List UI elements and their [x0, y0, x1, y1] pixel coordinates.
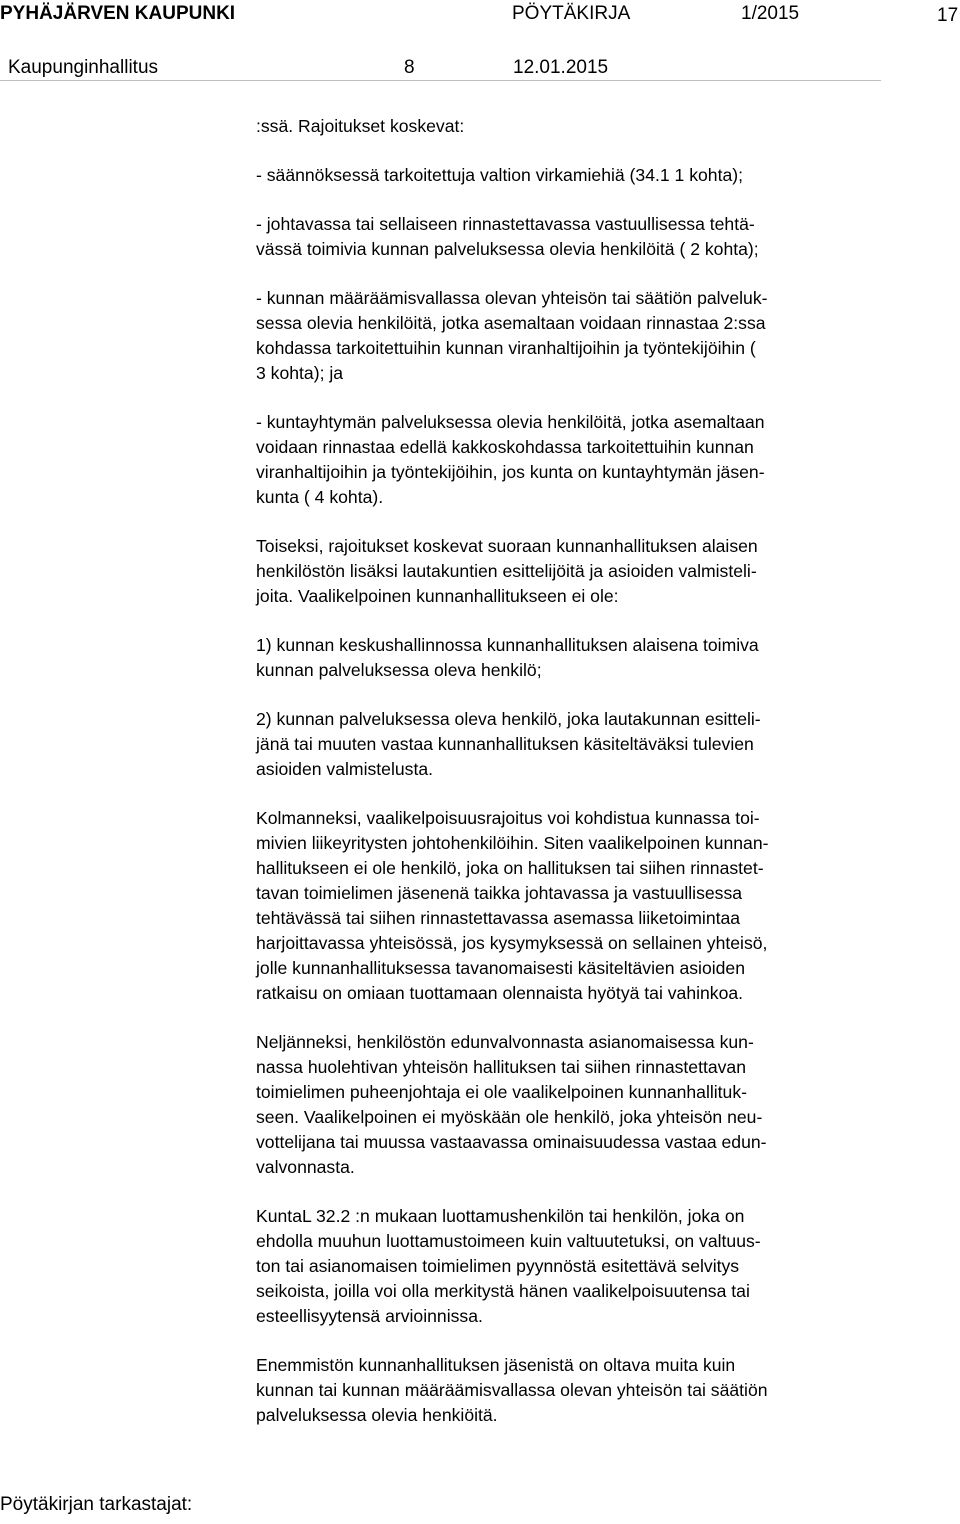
- text-line: vottelijana tai muussa vastaavassa ominaisuudessa vastaa edun-: [256, 1132, 767, 1152]
- text-line: 2) kunnan palveluksessa oleva henkilö, joka lautakunnan esitteli-: [256, 709, 761, 729]
- text-line: jänä tai muuten vastaa kunnanhallituksen käsiteltäväksi tulevien: [256, 734, 754, 754]
- text-line: palveluksessa olevia henkiöitä.: [256, 1405, 498, 1425]
- text-line: harjoittavassa yhteisössä, jos kysymyksessä on sellainen yhteisö,: [256, 933, 768, 953]
- text-line: mivien liikeyritysten johtohenkilöihin. Siten vaalikelpoinen kunnan-: [256, 833, 769, 853]
- document-type: PÖYTÄKIRJA: [512, 3, 631, 24]
- text-line: Neljänneksi, henkilöstön edunvalvonnasta asianomaisessa kun-: [256, 1032, 754, 1052]
- body-paragraph: [256, 806, 886, 1006]
- body-paragraph: [256, 534, 886, 609]
- body-paragraph: [256, 1030, 886, 1180]
- body-paragraph: [256, 212, 886, 262]
- text-line: Toiseksi, rajoitukset koskevat suoraan kunnanhallituksen alaisen: [256, 536, 758, 556]
- body-paragraph: [256, 1204, 886, 1329]
- text-line: Enemmistön kunnanhallituksen jäsenistä on oltava muita kuin: [256, 1355, 736, 1375]
- text-line: nassa huolehtivan yhteisön hallituksen tai siihen rinnastettavan: [256, 1057, 747, 1077]
- text-line: valvonnasta.: [256, 1157, 355, 1177]
- body-paragraph: [256, 410, 886, 510]
- text-line: seikoista, joilla voi olla merkitystä hänen vaalikelpoisuutensa tai: [256, 1281, 750, 1301]
- document-number: 1/2015: [741, 3, 800, 24]
- text-line: ehdolla muuhun luottamustoimeen kuin valtuutetuksi, on valtuus-: [256, 1231, 761, 1251]
- text-line: kunnan tai kunnan määräämisvallassa olevan yhteisön tai säätiön: [256, 1380, 768, 1400]
- text-line: kunta ( 4 kohta).: [256, 487, 384, 507]
- text-line: kohdassa tarkoitettuihin kunnan viranhaltijoihin ja työntekijöihin (: [256, 338, 756, 358]
- page-number: 17: [937, 5, 959, 26]
- text-line: toimielimen puheenjohtaja ei ole vaalikelpoinen kunnanhallituk-: [256, 1082, 747, 1102]
- text-line: 3 kohta); ja: [256, 363, 344, 383]
- body-paragraph: [256, 707, 886, 782]
- text-line: :ssä. Rajoitukset koskevat:: [256, 116, 465, 136]
- text-line: 1) kunnan keskushallinnossa kunnanhallituksen alaisena toimiva: [256, 635, 759, 655]
- text-line: seen. Vaalikelpoinen ei myöskään ole henkilö, joka yhteisön neu-: [256, 1107, 763, 1127]
- text-line: Kolmanneksi, vaalikelpoisuusrajoitus voi kohdistua kunnassa toi-: [256, 808, 760, 828]
- body-paragraph: [256, 163, 886, 188]
- header-divider: [0, 80, 881, 81]
- text-line: viranhaltijoihin ja työntekijöihin, jos kunta on kuntayhtymän jäsen-: [256, 462, 765, 482]
- text-line: sessa olevia henkilöitä, jotka asemaltaan voidaan rinnastaa 2:ssa: [256, 313, 766, 333]
- text-line: - kunnan määräämisvallassa olevan yhteisön tai säätiön palveluk-: [256, 288, 768, 308]
- body-paragraph: [256, 633, 886, 683]
- text-line: hallitukseen ei ole henkilö, joka on hallituksen tai siihen rinnastet-: [256, 858, 764, 878]
- text-line: - kuntayhtymän palveluksessa olevia henkilöitä, jotka asemaltaan: [256, 412, 765, 432]
- body-paragraph: [256, 1353, 886, 1428]
- text-line: voidaan rinnastaa edellä kakkoskohdassa tarkoitettuihin kunnan: [256, 437, 754, 457]
- text-line: - säännöksessä tarkoitettuja valtion virkamiehiä (34.1 1 kohta);: [256, 165, 744, 185]
- document-body: [256, 114, 886, 1452]
- text-line: KuntaL 32.2 :n mukaan luottamushenkilön tai henkilön, joka on: [256, 1206, 745, 1226]
- text-line: kunnan palveluksessa oleva henkilö;: [256, 660, 542, 680]
- text-line: asioiden valmistelusta.: [256, 759, 434, 779]
- meeting-date: 12.01.2015: [513, 57, 609, 78]
- governing-body: Kaupunginhallitus: [8, 57, 159, 78]
- text-line: joita. Vaalikelpoinen kunnanhallitukseen ei ole:: [256, 586, 619, 606]
- text-line: vässä toimivia kunnan palveluksessa olevia henkilöitä ( 2 kohta);: [256, 239, 759, 259]
- organization-name: PYHÄJÄRVEN KAUPUNKI: [0, 3, 236, 24]
- text-line: ratkaisu on omiaan tuottamaan olennaista hyötyä tai vahinkoa.: [256, 983, 744, 1003]
- text-line: ton tai asianomaisen toimielimen pyynnöstä esitettävä selvitys: [256, 1256, 740, 1276]
- text-line: tavan toimielimen jäsenenä taikka johtavassa ja vastuullisessa: [256, 883, 743, 903]
- body-paragraph: [256, 114, 886, 139]
- text-line: henkilöstön lisäksi lautakuntien esittelijöitä ja asioiden valmisteli-: [256, 561, 757, 581]
- footer-signature-label: Pöytäkirjan tarkastajat:: [0, 1494, 193, 1515]
- text-line: tehtävässä tai siihen rinnastettavassa asemassa liiketoimintaa: [256, 908, 741, 928]
- body-paragraph: [256, 286, 886, 386]
- section-number: 8: [404, 57, 415, 78]
- text-line: jolle kunnanhallituksessa tavanomaisesti käsiteltävien asioiden: [256, 958, 745, 978]
- text-line: esteellisyytensä arvioinnissa.: [256, 1306, 483, 1326]
- text-line: - johtavassa tai sellaiseen rinnastettavassa vastuullisessa tehtä-: [256, 214, 755, 234]
